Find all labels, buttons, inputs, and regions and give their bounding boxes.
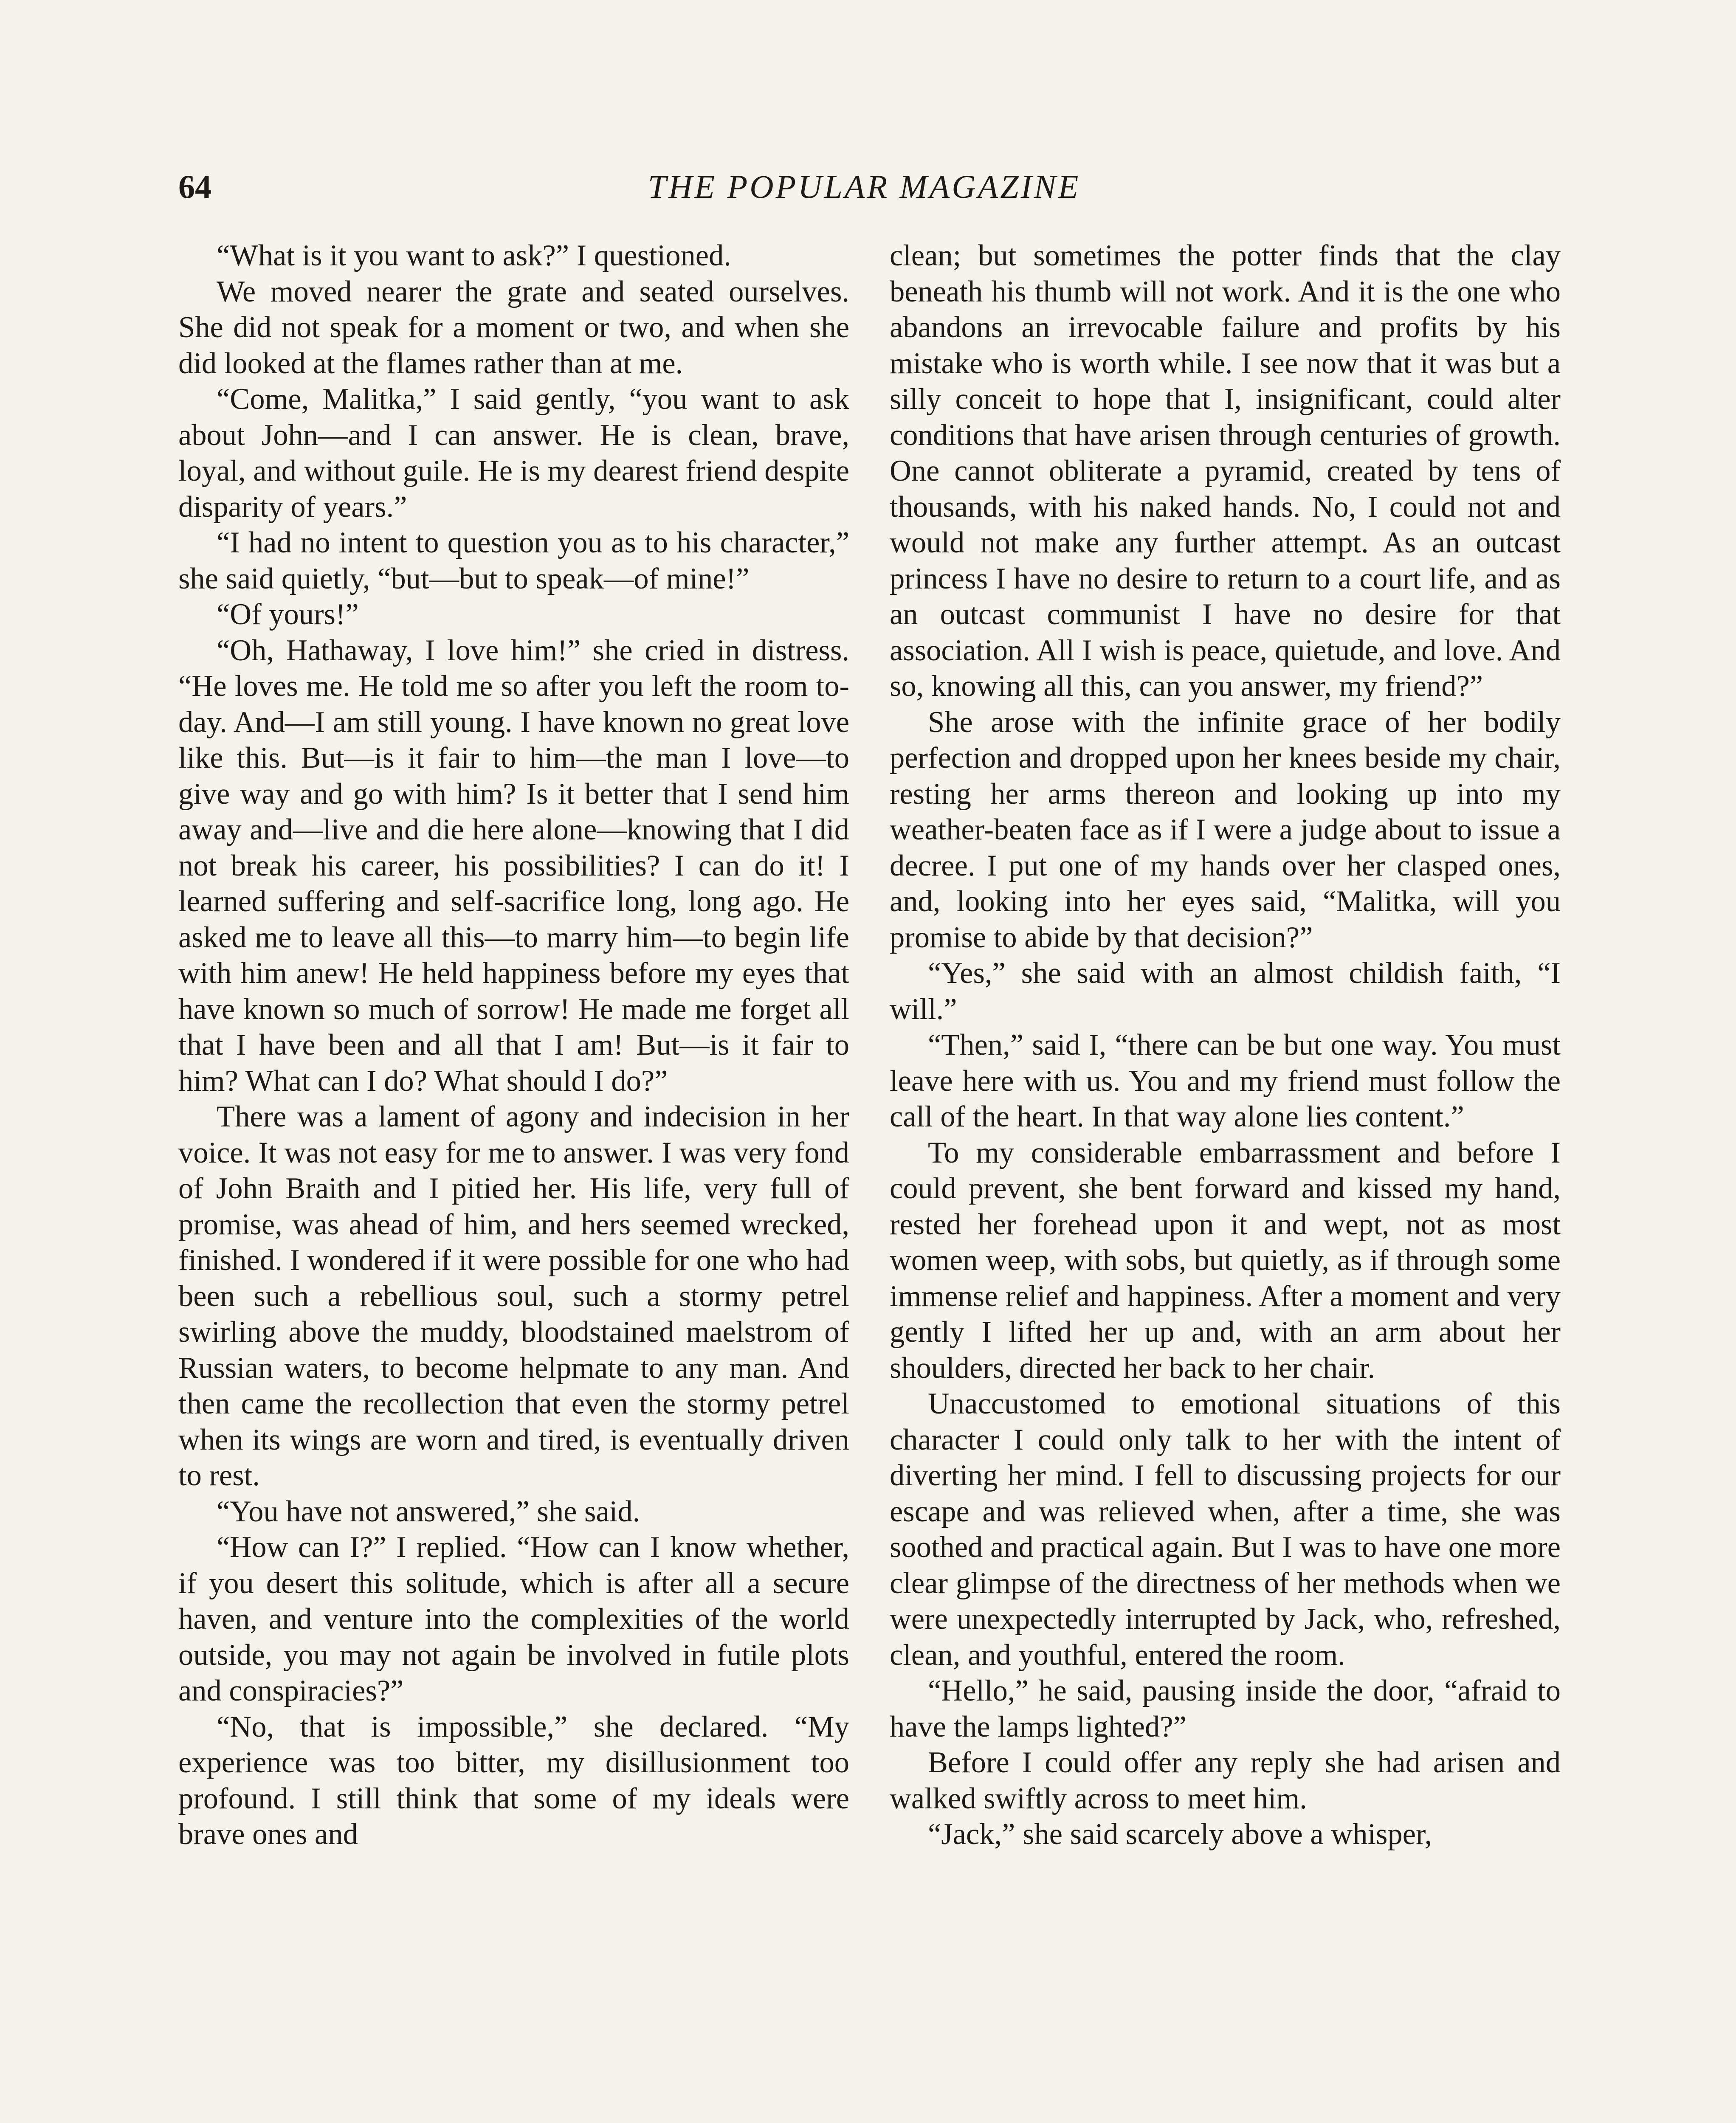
paragraph: “You have not answered,” she said. — [217, 1495, 640, 1528]
paragraph: To my considerable embarrassment and before I could prevent, she bent forward and kissed my hand, rested her forehead upon it and wept, not as most women weep, with sobs, but quietly, as if through some immense relief and happiness. After a moment and very gently I lifted her up and, with an arm about her shoulders, directed her back to her chair. — [890, 1136, 1561, 1385]
paragraph: “Of yours!” — [217, 598, 359, 631]
paragraph: “Then,” said I, “there can be but one way. You must leave here with us. You and my friend must follow the call of the heart. In that way alone lies content.” — [890, 1028, 1561, 1133]
paragraph: “Come, Malitka,” I said gently, “you want to ask about John—and I can answer. He is clean, brave, loyal, and without guile. He is my dearest friend despite disparity of years.” — [178, 383, 849, 524]
paragraph: “No, that is impossible,” she declared. “My experience was too bitter, my disillusionment too profound. I still think that some of my ideals were brave ones and — [178, 1710, 849, 1851]
paragraph: “Hello,” he said, pausing inside the door, “afraid to have the lamps lighted?” — [890, 1674, 1561, 1743]
paragraph: clean; but sometimes the potter finds that the clay beneath his thumb will not work. And it is the one who abandons an irrevocable failure and profits by his mistake who is worth while. I see now that it was but a silly conceit to hope that I, insignificant, could alter conditions that have arisen through centuries of growth. One cannot obliterate a pyramid, created by tens of thousands, with his naked hands. No, I could not and would not make any further attempt. As an outcast princess I have no desire to return to a court life, and as an outcast communist I have no desire for that association. All I wish is peace, quietude, and love. And so, knowing all this, can you answer, my friend?” — [890, 239, 1561, 703]
paragraph: “How can I?” I replied. “How can I know whether, if you desert this solitude, which is after all a secure haven, and venture into the complexities of the world outside, you may not again be involved in futile plots and conspiracies?” — [178, 1531, 849, 1707]
paragraph: “Oh, Hathaway, I love him!” she cried in distress. “He loves me. He told me so after you left the room to-day. And—I am still young. I have known no great love like this. But—is it fair to him—the man I love—to give way and go with him? Is it better that I send him away and—live and die here alone—knowing that I did not break his career, his possibilities? I can do it! I learned suffering and self-sacrifice long, long ago. He asked me to leave all this—to marry him—to begin life with him anew! He held happiness before my eyes that have known so much of sorrow! He made me forget all that I have been and all that I am! But—is it fair to him? What can I do? What should I do?” — [178, 634, 849, 1098]
running-head: THE POPULAR MAGAZINE — [648, 168, 1081, 205]
paragraph: “Yes,” she said with an almost childish faith, “I will.” — [890, 957, 1561, 1026]
paragraph: “I had no intent to question you as to his character,” she said quietly, “but—but to speak—of mine!” — [178, 526, 849, 595]
left-text-column — [178, 238, 849, 2123]
paragraph: There was a lament of agony and indecision in her voice. It was not easy for me to answer. I was very fond of John Braith and I pitied her. His life, very full of promise, was ahead of him, and hers seemed wrecked, finished. I wondered if it were possible for one who had been such a rebellious soul, such a stormy petrel swirling above the muddy, bloodstained maelstrom of Russian waters, to become helpmate to any man. And then came the recollection that even the stormy petrel when its wings are worn and tired, is eventually driven to rest. — [178, 1100, 849, 1492]
paragraph: We moved nearer the grate and seated ourselves. She did not speak for a moment or two, and when she did looked at the flames rather than at me. — [178, 275, 849, 380]
right-text-column — [890, 238, 1561, 2123]
page-number: 64 — [178, 168, 211, 205]
paragraph: Unaccustomed to emotional situations of this character I could only talk to her with the intent of diverting her mind. I fell to discussing projects for our escape and was relieved when, after a time, she was soothed and practical again. But I was to have one more clear glimpse of the directness of her methods when we were unexpectedly interrupted by Jack, who, refreshed, clean, and youthful, entered the room. — [890, 1387, 1561, 1672]
page-header — [178, 161, 1550, 212]
paragraph: Before I could offer any reply she had arisen and walked swiftly across to meet him. — [890, 1746, 1561, 1815]
paragraph: “What is it you want to ask?” I questioned. — [217, 239, 731, 272]
paragraph: She arose with the infinite grace of her bodily perfection and dropped upon her knees beside my chair, resting her arms thereon and looking up into my weather-beaten face as if I were a judge about to issue a decree. I put one of my hands over her clasped ones, and, looking into her eyes said, “Malitka, will you promise to abide by that decision?” — [890, 705, 1561, 954]
paragraph: “Jack,” she said scarcely above a whisper, — [928, 1818, 1432, 1851]
